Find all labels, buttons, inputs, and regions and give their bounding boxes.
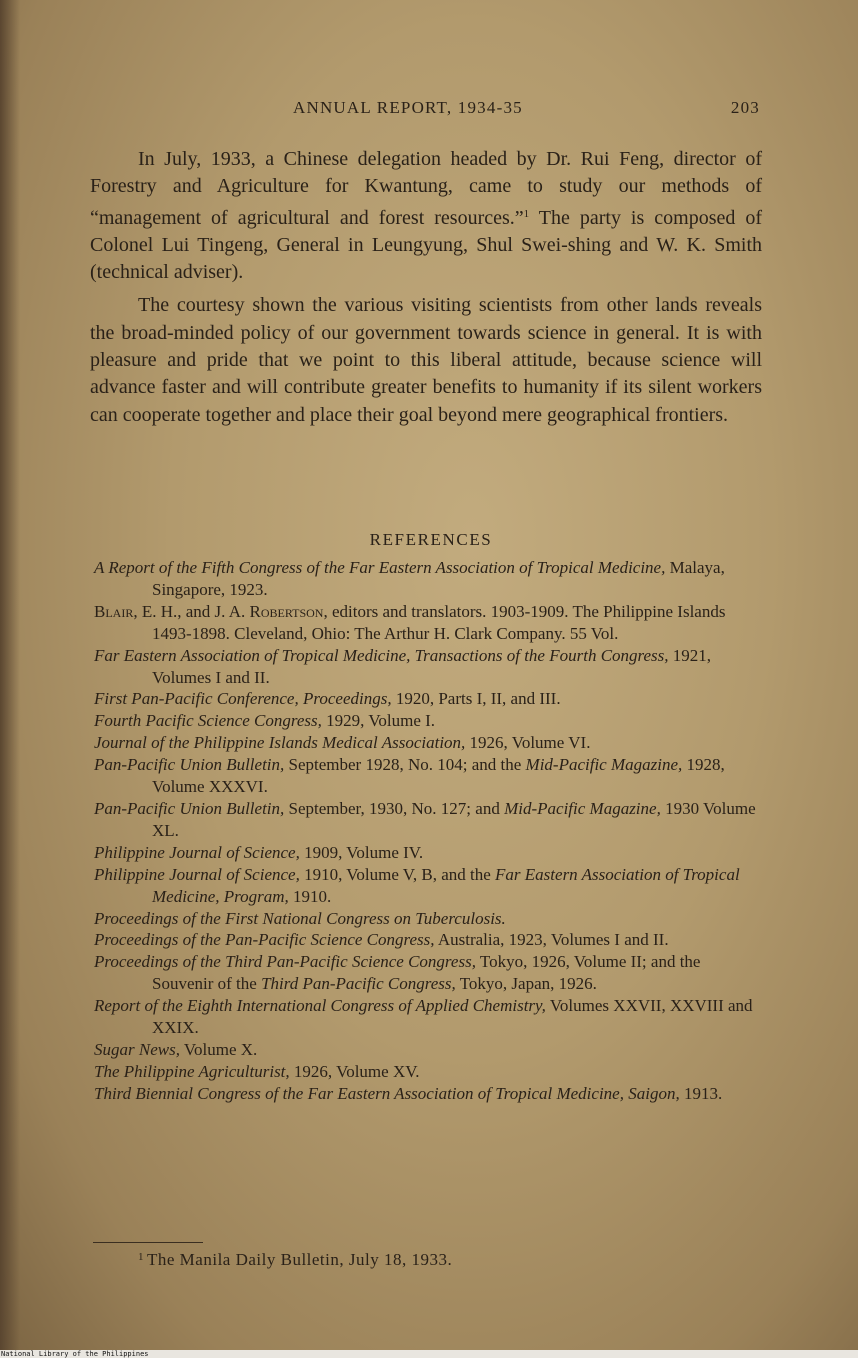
running-title: ANNUAL REPORT, 1934-35 [293, 98, 523, 117]
reference-item [94, 732, 766, 754]
reference-details: 1921, Volumes I and II. [152, 645, 712, 687]
reference-title-secondary: Far Eastern Association of Tropical Medicine, Program, [152, 864, 740, 906]
reference-details-secondary: 1910. [288, 886, 332, 906]
reference-details: September, 1930, No. 127; and [284, 798, 505, 818]
reference-details: 1909, Volume IV. [299, 842, 424, 862]
source-caption: National Library of the Philippines [0, 1350, 858, 1358]
reference-item [94, 842, 766, 864]
reference-item [94, 929, 766, 951]
footnote-text: The Manila Daily Bulletin, July 18, 1933. [147, 1250, 453, 1269]
reference-title: Journal of the Philippine Islands Medical Association, [94, 733, 466, 753]
running-header [293, 98, 760, 122]
reference-title: Proceedings of the Pan-Pacific Science Congress, [94, 930, 435, 950]
reference-item [94, 1061, 766, 1083]
paragraph-1 [90, 146, 762, 286]
reference-item [94, 601, 766, 645]
reference-item [94, 951, 766, 995]
reference-item [94, 995, 766, 1039]
reference-details: Australia, 1923, Volumes I and II. [434, 930, 669, 950]
reference-item [94, 1083, 766, 1105]
reference-details: Tokyo, 1926, Volume II; and the Souvenir of the [152, 952, 701, 994]
reference-title: Pan-Pacific Union Bulletin, [94, 798, 285, 818]
reference-title: Report of the Eighth International Congress of Applied Chemistry, [94, 996, 546, 1016]
reference-title: Far Eastern Association of Tropical Medicine, Transactions of the Fourth Congress, [94, 645, 669, 665]
reference-details: 1920, Parts I, II, and III. [391, 689, 561, 709]
references-list [94, 557, 766, 1105]
footnote-reference-mark: 1 [523, 207, 530, 220]
page-number: 203 [730, 98, 760, 117]
reference-title: Philippine Journal of Science, [94, 842, 300, 862]
reference-author: Blair, [94, 601, 138, 621]
reference-title: The Philippine Agriculturist, [94, 1061, 290, 1081]
footnote [138, 1250, 452, 1270]
reference-item [94, 908, 766, 930]
reference-title: A Report of the Fifth Congress of the Far Eastern Association of Tropical Medicine, [94, 558, 666, 577]
footnote-mark: 1 [138, 1251, 144, 1263]
reference-title: Proceedings of the First National Congress on Tuberculosis. [94, 908, 506, 928]
reference-details-secondary: 1930 Volume XL. [152, 798, 756, 840]
page-shadow-edge [0, 0, 20, 1350]
reference-title-secondary: Third Pan-Pacific Congress, [261, 974, 456, 994]
reference-details: Volumes XXVII, XXVIII and XXIX. [152, 996, 753, 1038]
reference-details: 1929, Volume I. [321, 711, 436, 731]
reference-title: Philippine Journal of Science, [94, 864, 300, 884]
reference-details-secondary: Tokyo, Japan, 1926. [455, 974, 597, 994]
reference-authors-join: E. H., and J. A. [137, 601, 250, 621]
reference-title: Third Biennial Congress of the Far Eastern Association of Tropical Medicine, Saigon, [94, 1083, 680, 1103]
reference-details: 1926, Volume XV. [289, 1061, 420, 1081]
reference-item [94, 864, 766, 908]
reference-title: First Pan-Pacific Conference, Proceedings, [94, 689, 392, 709]
reference-title: Proceedings of the Third Pan-Pacific Science Congress, [94, 952, 476, 972]
reference-item [94, 798, 766, 842]
reference-details-secondary: 1928, Volume XXXVI. [152, 755, 725, 797]
reference-author: Robertson, [249, 601, 328, 621]
paragraph-1-text-after: The party is composed of Colonel Lui Tingeng, General in Leungyung, Shul Swei-shing and W. K. Smith (technical adviser). [90, 206, 762, 284]
reference-title: Sugar News, [94, 1039, 180, 1059]
reference-title-secondary: Mid-Pacific Magazine, [525, 755, 683, 775]
reference-title: Fourth Pacific Science Congress, [94, 711, 322, 731]
reference-details: September 1928, No. 104; and the [284, 755, 526, 775]
reference-details: 1910, Volume V, B, and the [299, 864, 496, 884]
reference-title: Pan-Pacific Union Bulletin, [94, 755, 285, 775]
reference-item [94, 1039, 766, 1061]
reference-details: editors and translators. 1903-1909. The Philippine Islands 1493-1898. Cleveland, Ohio: The Arthur H. Clark Company. 55 Vol. [152, 601, 726, 643]
paragraph-2: The courtesy shown the various visiting scientists from other lands reveals the broad-minded policy of our government towards science in general. It is with pleasure and pride that we point to this liberal attitude, because science will advance faster and will contribute greater benefits to humanity if its silent workers can cooperate together and place their goal beyond mere geographical frontiers. [90, 294, 762, 426]
reference-item [94, 710, 766, 732]
reference-item [94, 754, 766, 798]
reference-item [94, 557, 766, 601]
reference-title-secondary: Mid-Pacific Magazine, [504, 798, 661, 818]
paragraph-1-text: In July, 1933, a Chinese delegation headed by Dr. Rui Feng, director of Forestry and Agriculture for Kwantung, came to study our methods of “management of agricultural and forest resources.” [90, 148, 762, 229]
reference-details: Volume X. [179, 1039, 258, 1059]
reference-details: Malaya, Singapore, 1923. [152, 558, 725, 599]
reference-details: 1926, Volume VI. [465, 733, 591, 753]
reference-item [94, 645, 766, 689]
body-text [90, 146, 762, 435]
reference-details: 1913. [679, 1083, 723, 1103]
reference-item [94, 688, 766, 710]
references-heading: REFERENCES [369, 530, 493, 549]
footnote-divider [93, 1242, 203, 1243]
